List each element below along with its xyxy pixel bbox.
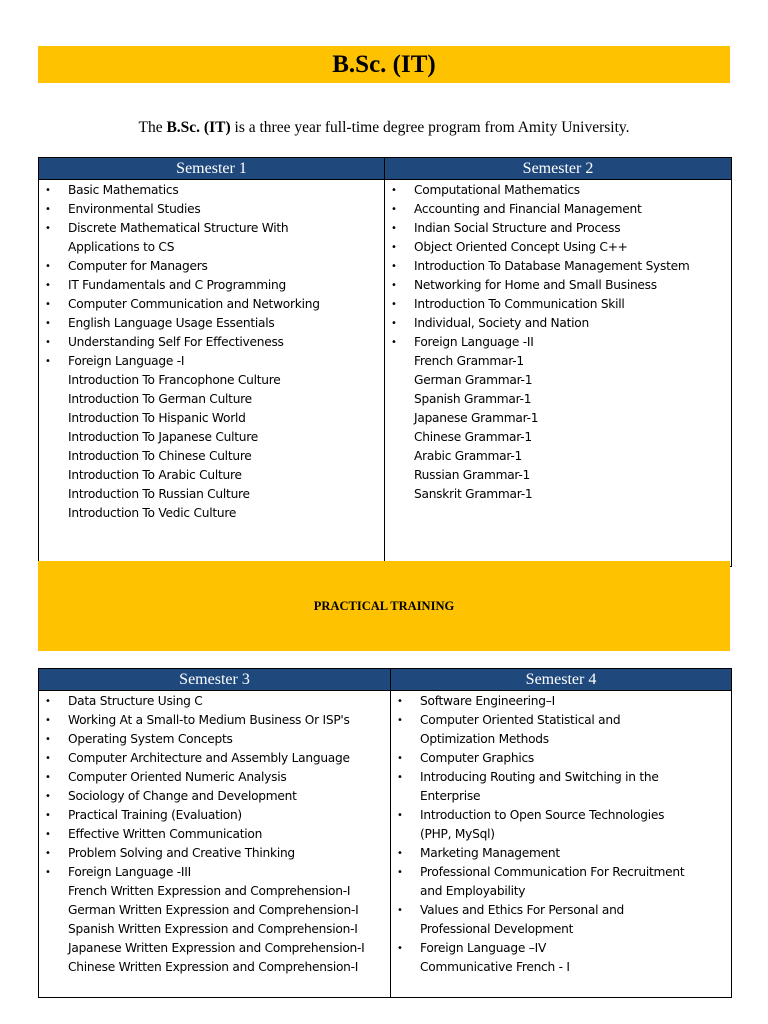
course-item: • Practical Training (Evaluation)	[39, 806, 390, 825]
course-subitem: Chinese Grammar-1	[414, 430, 532, 444]
course-item: • Computational Mathematics	[385, 181, 731, 200]
course-item: • Object Oriented Concept Using C++	[385, 238, 731, 257]
semester-4-cell	[391, 691, 732, 998]
course-item: • Computer for Managers	[39, 257, 384, 276]
semester-1-header: Semester 1	[39, 158, 385, 180]
course-subitem: Arabic Grammar-1	[414, 449, 523, 463]
practical-training-banner	[38, 561, 730, 651]
course-item: • Understanding Self For Effectiveness	[39, 333, 384, 352]
course-item: • Operating System Concepts	[39, 730, 390, 749]
course-subitem: Introduction To Russian Culture	[68, 487, 250, 501]
title-banner	[38, 46, 730, 83]
course-subitem: Russian Grammar-1	[414, 468, 531, 482]
semester-1-cell	[39, 180, 385, 567]
course-item: • Software Engineering–I	[391, 692, 731, 711]
course-subitem: Introduction To Japanese Culture	[68, 430, 258, 444]
semester-3-cell	[39, 691, 391, 998]
course-item: • Introduction To Database Management System	[385, 257, 731, 276]
course-item: • Networking for Home and Small Business	[385, 276, 731, 295]
course-subitem: German Written Expression and Comprehension-I	[68, 903, 359, 917]
course-item: • Data Structure Using C	[39, 692, 390, 711]
course-item: • Discrete Mathematical Structure With	[39, 219, 384, 238]
course-subitem: Introduction To Vedic Culture	[68, 506, 237, 520]
course-item: • Basic Mathematics	[39, 181, 384, 200]
course-subitem: Professional Development	[420, 922, 574, 936]
semester-4-header: Semester 4	[391, 669, 732, 691]
intro-degree: B.Sc. (IT)	[166, 119, 231, 136]
course-item: • Introduction to Open Source Technologies	[391, 806, 731, 825]
semester-3-header: Semester 3	[39, 669, 391, 691]
course-subitem: Japanese Written Expression and Comprehension-I	[68, 941, 365, 955]
course-item: • Indian Social Structure and Process	[385, 219, 731, 238]
semester-1-list	[39, 181, 384, 523]
course-subitem: Introduction To Arabic Culture	[68, 468, 242, 482]
semester-2-list	[385, 181, 731, 504]
course-item: • Computer Communication and Networking	[39, 295, 384, 314]
course-item: • Effective Written Communication	[39, 825, 390, 844]
course-item: • Accounting and Financial Management	[385, 200, 731, 219]
semester-4-list	[391, 692, 731, 977]
intro-suffix: is a three year full-time degree program from Amity University.	[230, 119, 630, 136]
course-item: • English Language Usage Essentials	[39, 314, 384, 333]
course-subitem: French Written Expression and Comprehension-I	[68, 884, 351, 898]
course-item: • Foreign Language -III	[39, 863, 390, 882]
intro-text	[0, 119, 768, 137]
semester-1-2-table	[38, 157, 732, 567]
course-item: • Foreign Language -II	[385, 333, 731, 352]
course-item: • Introducing Routing and Switching in the	[391, 768, 731, 787]
course-item: • Working At a Small-to Medium Business Or ISP's	[39, 711, 390, 730]
course-subitem: (PHP, MySql)	[420, 827, 495, 841]
course-subitem: Introduction To Francophone Culture	[68, 373, 281, 387]
course-subitem: Optimization Methods	[420, 732, 549, 746]
practical-training-title: PRACTICAL TRAINING	[313, 598, 455, 613]
course-item: • Foreign Language –IV	[391, 939, 731, 958]
course-subitem: Applications to CS	[68, 240, 175, 254]
course-subitem: French Grammar-1	[414, 354, 524, 368]
course-item: • Problem Solving and Creative Thinking	[39, 844, 390, 863]
intro-prefix: The	[138, 119, 167, 136]
course-item: • Sociology of Change and Development	[39, 787, 390, 806]
course-item: • Values and Ethics For Personal and	[391, 901, 731, 920]
course-item: • Environmental Studies	[39, 200, 384, 219]
course-subitem: and Employability	[420, 884, 526, 898]
course-item: • Computer Oriented Numeric Analysis	[39, 768, 390, 787]
semester-3-4-table	[38, 668, 732, 998]
course-item: • Introduction To Communication Skill	[385, 295, 731, 314]
course-subitem: Introduction To German Culture	[68, 392, 252, 406]
course-subitem: German Grammar-1	[414, 373, 533, 387]
page-title: B.Sc. (IT)	[332, 50, 436, 78]
semester-2-header: Semester 2	[385, 158, 732, 180]
course-item: • Professional Communication For Recruitment	[391, 863, 731, 882]
course-item: • Marketing Management	[391, 844, 731, 863]
course-item: • Computer Oriented Statistical and	[391, 711, 731, 730]
course-subitem: Introduction To Hispanic World	[68, 411, 246, 425]
course-subitem: Introduction To Chinese Culture	[68, 449, 252, 463]
course-subitem: Communicative French - I	[420, 960, 570, 974]
course-item: • Foreign Language -I	[39, 352, 384, 371]
semester-2-cell	[385, 180, 732, 567]
course-item: • IT Fundamentals and C Programming	[39, 276, 384, 295]
course-subitem: Enterprise	[420, 789, 481, 803]
course-subitem: Japanese Grammar-1	[414, 411, 539, 425]
course-subitem: Spanish Grammar-1	[414, 392, 532, 406]
course-subitem: Spanish Written Expression and Comprehension-I	[68, 922, 358, 936]
semester-3-list	[39, 692, 390, 977]
course-subitem: Sanskrit Grammar-1	[414, 487, 533, 501]
course-item: • Computer Graphics	[391, 749, 731, 768]
course-item: • Individual, Society and Nation	[385, 314, 731, 333]
course-item: • Computer Architecture and Assembly Language	[39, 749, 390, 768]
course-subitem: Chinese Written Expression and Comprehension-I	[68, 960, 359, 974]
